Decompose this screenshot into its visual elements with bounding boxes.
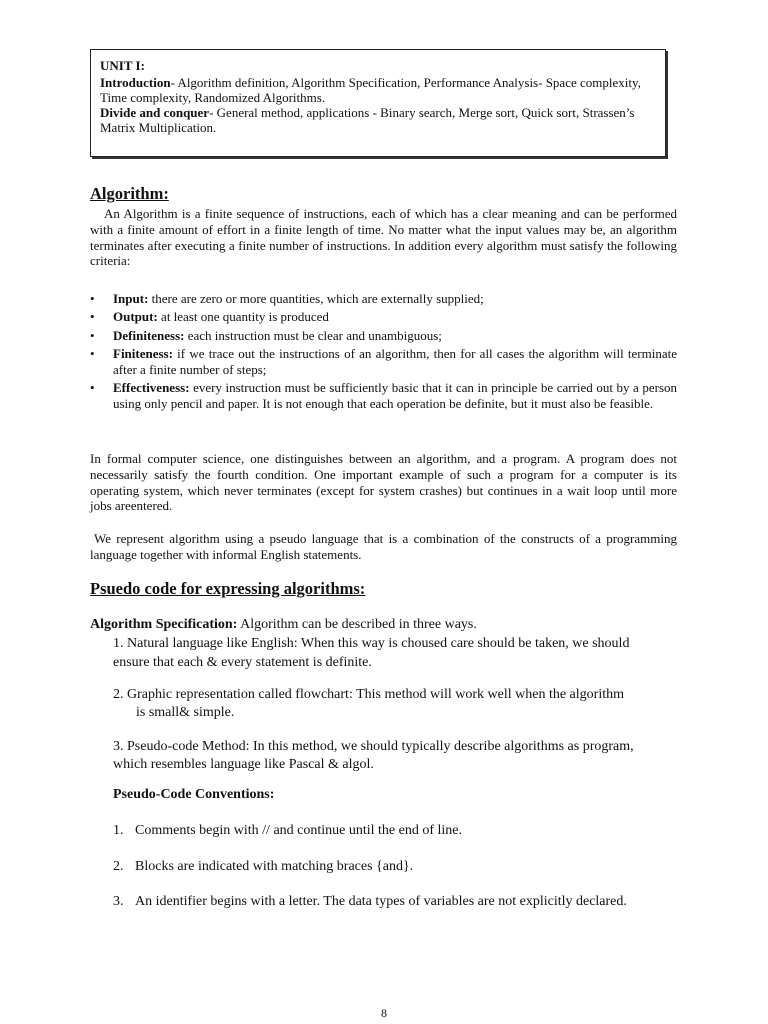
- criteria-item-finiteness: [90, 346, 677, 378]
- way-3-line-2: which resembles language like Pascal & algol.: [113, 757, 374, 772]
- criteria-item-output: [90, 309, 677, 325]
- intro-label: Introduction: [100, 75, 171, 90]
- algorithm-heading: Algorithm:: [90, 184, 169, 203]
- convention-number: 2.: [113, 859, 124, 874]
- convention-text: An identifier begins with a letter. The data types of variables are not explicitly declared.: [135, 894, 627, 909]
- bullet-icon: •: [90, 309, 95, 325]
- convention-text: Blocks are indicated with matching braces {and}.: [135, 859, 414, 874]
- criteria-label: Finiteness:: [113, 345, 173, 361]
- bullet-icon: •: [90, 291, 95, 306]
- convention-number: 1.: [113, 823, 124, 838]
- way-3-line-1: 3. Pseudo-code Method: In this method, we should typically describe algorithms as program,: [113, 739, 634, 754]
- criteria-text: each instruction must be clear and unambiguous;: [184, 327, 442, 343]
- bullet-icon: •: [90, 327, 95, 343]
- bullet-icon: •: [90, 345, 95, 361]
- unit-title: UNIT I:: [100, 58, 145, 73]
- unit-divide-conquer: [100, 105, 656, 135]
- pseudo-code-heading: Psuedo code for expressing algorithms:: [90, 579, 366, 598]
- criteria-text: if we trace out the instructions of an algorithm, then for all cases the algorithm will terminate after a finite number of steps;: [113, 345, 677, 377]
- criteria-label: Effectiveness:: [113, 379, 190, 395]
- pseudo-language-paragraph: We represent algorithm using a pseudo language that is a combination of the constructs of a programming language together with informal English statements.: [90, 531, 677, 562]
- convention-text: Comments begin with // and continue until the end of line.: [135, 823, 463, 838]
- convention-item: [113, 893, 627, 911]
- way-2-line-2: is small& simple.: [136, 705, 235, 720]
- criteria-text: there are zero or more quantities, which are externally supplied;: [148, 291, 484, 306]
- convention-number: 3.: [113, 894, 124, 909]
- page-number: 8: [381, 1006, 387, 1020]
- divide-text: - General method, applications - Binary search, Merge sort, Quick sort, Strassen’s Matrix Multiplication.: [100, 105, 635, 135]
- divide-label: Divide and conquer: [100, 105, 210, 120]
- criteria-text: at least one quantity is produced: [157, 309, 329, 325]
- criteria-list: [90, 291, 677, 414]
- criteria-label: Output:: [113, 309, 158, 325]
- formal-science-paragraph: In formal computer science, one distinguishes between an algorithm, and a program. A program does not necessarily satisfy the fourth condition. One important example of such a program for a computer is its operating system, which never terminates (except for system crashes) but continues in a wait loop until more jobs areentered.: [90, 451, 677, 514]
- way-1-line-2: ensure that each & every statement is definite.: [113, 655, 372, 670]
- convention-item: [113, 822, 462, 840]
- way-1-line-1: 1. Natural language like English: When this way is choused care should be taken, we should: [113, 636, 630, 651]
- algorithm-intro: An Algorithm is a finite sequence of instructions, each of which has a clear meaning and can be performed with a finite amount of effort in a finite length of time. No matter what the input values may be, an algorithm terminates after executing a finite number of instructions. In addition every algorithm must satisfy the following criteria:: [90, 206, 677, 269]
- intro-text: - Algorithm definition, Algorithm Specification, Performance Analysis- Space complexity, Time complexity, Randomized Algorithms.: [100, 75, 641, 105]
- conventions-heading: Pseudo-Code Conventions:: [113, 787, 275, 802]
- criteria-item-input: [90, 291, 677, 307]
- criteria-item-effectiveness: [90, 380, 677, 412]
- criteria-label: Input:: [113, 291, 149, 306]
- criteria-text: every instruction must be sufficiently basic that it can in principle be carried out by a person using only pencil and paper. It is not enough that each operation be definite, but it must also be feasible.: [113, 379, 677, 411]
- unit-summary-box: [90, 49, 666, 157]
- spec-text: Algorithm can be described in three ways.: [237, 617, 477, 632]
- way-2-line-1: 2. Graphic representation called flowchart: This method will work well when the algorithm: [113, 687, 624, 702]
- algorithm-specification: [90, 617, 477, 633]
- bullet-icon: •: [90, 379, 95, 395]
- spec-label: Algorithm Specification:: [90, 617, 238, 632]
- criteria-label: Definiteness:: [113, 327, 185, 343]
- criteria-item-definiteness: [90, 328, 677, 344]
- convention-item: [113, 858, 413, 876]
- unit-introduction: [100, 75, 656, 105]
